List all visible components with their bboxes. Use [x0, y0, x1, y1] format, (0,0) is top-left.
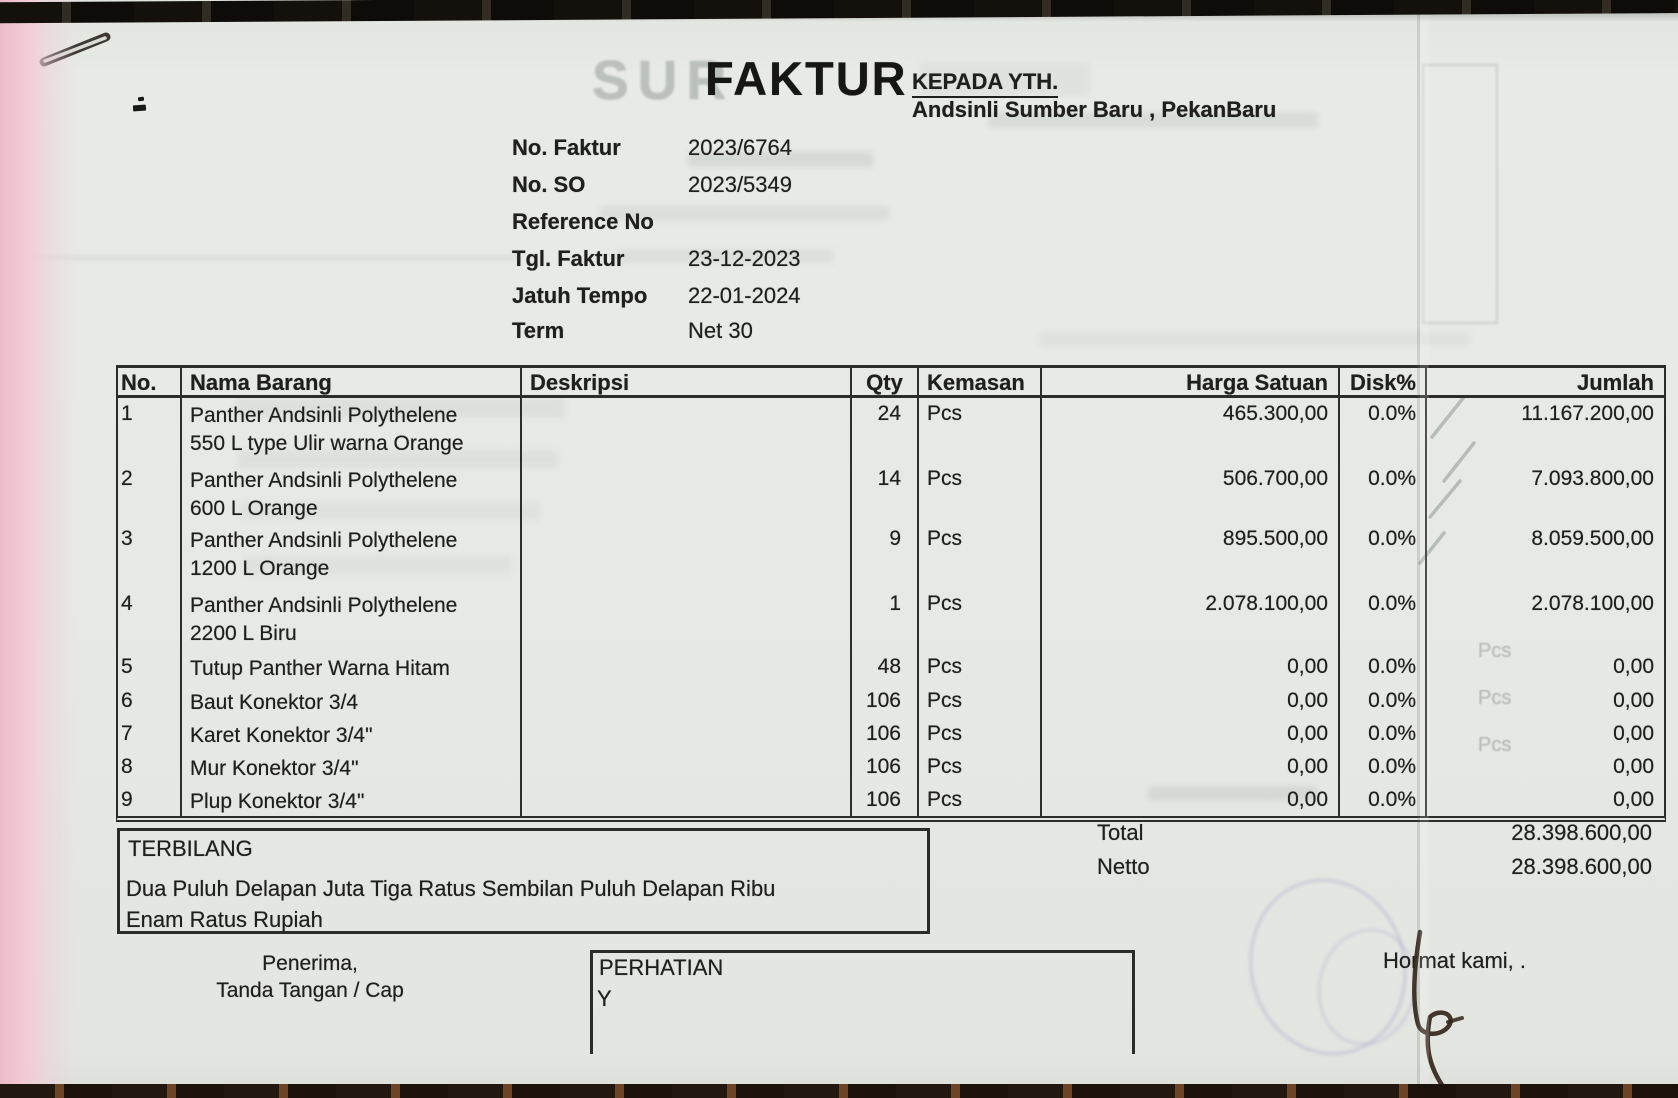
paper-crease [0, 256, 520, 259]
column-header-6: Disk% [1340, 368, 1427, 398]
item-name-line1: Mur Konektor 3/4" [190, 757, 359, 780]
item-name-line1: Panther Andsinli Polythelene [190, 469, 458, 492]
row-number: 7 [118, 718, 182, 751]
field-value-tgl-faktur: 23-12-2023 [688, 246, 801, 271]
ghost-unit-text: Pcs [1478, 687, 1512, 709]
item-name [182, 588, 522, 651]
item-name-line2: 600 L Orange [190, 497, 318, 520]
row-number: 4 [118, 588, 182, 651]
netto-value: 28.398.600,00 [1511, 854, 1652, 879]
item-unit: Pcs [919, 751, 1042, 784]
signature-ink [1390, 920, 1480, 1098]
item-name [182, 784, 522, 816]
field-value-no-so: 2023/5349 [688, 172, 792, 197]
item-name [182, 651, 522, 685]
item-unit: Pcs [919, 588, 1042, 651]
item-amount: 0,00 [1613, 755, 1654, 778]
item-name-line1: Plup Konektor 3/4" [190, 790, 365, 813]
item-qty: 106 [852, 784, 919, 816]
item-amount: 0,00 [1613, 722, 1654, 745]
item-qty: 1 [852, 588, 919, 651]
item-unit-price: 0,00 [1042, 651, 1340, 685]
item-amount: 11.167.200,00 [1521, 402, 1654, 425]
row-number: 2 [118, 463, 182, 523]
item-qty: 14 [852, 463, 919, 523]
netto-label: Netto [1097, 854, 1150, 879]
total-value: 28.398.600,00 [1511, 820, 1652, 845]
field-value-no-faktur: 2023/6764 [688, 135, 792, 160]
item-name [182, 463, 522, 523]
item-discount: 0.0% [1340, 398, 1427, 463]
item-description [522, 398, 852, 463]
recipient-label: KEPADA YTH. [912, 69, 1058, 98]
item-name [182, 523, 522, 588]
field-label-term: Term [512, 318, 565, 343]
row-number: 8 [118, 751, 182, 784]
document-title: FAKTUR [705, 52, 908, 105]
item-discount: 0.0% [1340, 784, 1427, 816]
item-amount: 0,00 [1613, 689, 1654, 712]
item-amount: 2.078.100,00 [1531, 592, 1654, 615]
item-unit-price: 465.300,00 [1042, 398, 1340, 463]
item-unit: Pcs [919, 651, 1042, 685]
item-description [522, 685, 852, 718]
item-unit: Pcs [919, 685, 1042, 718]
item-unit: Pcs [919, 398, 1042, 463]
item-amount: 0,00 [1613, 788, 1654, 811]
column-header-5: Harga Satuan [1042, 368, 1340, 398]
row-number: 5 [118, 651, 182, 685]
column-header-3: Qty [852, 368, 919, 398]
item-qty: 106 [852, 685, 919, 718]
perhatian-box [590, 950, 1135, 1054]
item-name-line2: 550 L type Ulir warna Orange [190, 432, 464, 455]
column-header-2: Deskripsi [522, 368, 852, 398]
perhatian-title: PERHATIAN [599, 955, 724, 980]
item-description [522, 463, 852, 523]
penerima-line1: Penerima, [262, 952, 358, 975]
row-number: 3 [118, 523, 182, 588]
item-name [182, 718, 522, 751]
item-name-line1: Panther Andsinli Polythelene [190, 529, 458, 552]
item-unit: Pcs [919, 718, 1042, 751]
column-header-0: No. [118, 368, 182, 398]
perhatian-body: Y [597, 986, 612, 1011]
item-qty: 106 [852, 718, 919, 751]
row-number: 6 [118, 685, 182, 718]
item-name [182, 751, 522, 784]
field-value-jatuh-tempo: 22-01-2024 [688, 283, 801, 308]
field-label-reference-no: Reference No [512, 209, 654, 234]
item-description [522, 784, 852, 816]
terbilang-line2: Enam Ratus Rupiah [126, 907, 323, 932]
item-name-line1: Panther Andsinli Polythelene [190, 404, 458, 427]
item-description [522, 651, 852, 685]
field-label-no-so: No. SO [512, 172, 586, 197]
item-unit-price: 895.500,00 [1042, 523, 1340, 588]
item-discount: 0.0% [1340, 685, 1427, 718]
bleed-through-smudge [1040, 332, 1470, 346]
ink-mark [138, 97, 144, 102]
item-name-line1: Panther Andsinli Polythelene [190, 594, 458, 617]
item-unit-price: 506.700,00 [1042, 463, 1340, 523]
total-label: Total [1097, 820, 1144, 845]
field-label-tgl-faktur: Tgl. Faktur [512, 246, 625, 271]
item-unit-price: 0,00 [1042, 718, 1340, 751]
penerima-line2: Tanda Tangan / Cap [216, 979, 404, 1002]
row-number: 9 [118, 784, 182, 816]
amount-in-words-box [117, 828, 930, 934]
item-name-line2: 2200 L Biru [190, 622, 297, 645]
item-qty: 9 [852, 523, 919, 588]
item-qty: 106 [852, 751, 919, 784]
scan-edge-pink [0, 0, 78, 1098]
item-name [182, 398, 522, 463]
recipient-name: Andsinli Sumber Baru , PekanBaru [912, 97, 1277, 122]
item-unit-price: 0,00 [1042, 784, 1340, 816]
field-label-jatuh-tempo: Jatuh Tempo [512, 283, 648, 308]
item-amount: 7.093.800,00 [1531, 467, 1654, 490]
ghost-back-page-box [1422, 64, 1498, 324]
ghost-unit-text: Pcs [1478, 734, 1512, 756]
item-name-line1: Tutup Panther Warna Hitam [190, 657, 450, 680]
paper-fold-highlight [1420, 0, 1429, 1098]
item-discount: 0.0% [1340, 523, 1427, 588]
item-description [522, 718, 852, 751]
item-discount: 0.0% [1340, 588, 1427, 651]
item-name [182, 685, 522, 718]
field-value-term: Net 30 [688, 318, 753, 343]
column-header-4: Kemasan [919, 368, 1042, 398]
item-name-line1: Baut Konektor 3/4 [190, 691, 359, 714]
scanner-bottom-band [0, 1084, 1678, 1098]
item-description [522, 751, 852, 784]
item-discount: 0.0% [1340, 718, 1427, 751]
line-items-table [116, 365, 1666, 822]
item-unit-price: 0,00 [1042, 751, 1340, 784]
item-description [522, 588, 852, 651]
item-unit-price: 0,00 [1042, 685, 1340, 718]
column-header-1: Nama Barang [182, 368, 522, 398]
receiver-sign-area [110, 950, 510, 1004]
item-amount: 0,00 [1613, 655, 1654, 678]
item-discount: 0.0% [1340, 463, 1427, 523]
column-header-7: Jumlah [1427, 368, 1664, 398]
item-unit: Pcs [919, 523, 1042, 588]
item-amount: 8.059.500,00 [1531, 527, 1654, 550]
terbilang-line1: Dua Puluh Delapan Juta Tiga Ratus Sembilan Puluh Delapan Ribu [126, 876, 776, 901]
field-label-no-faktur: No. Faktur [512, 135, 621, 160]
item-discount: 0.0% [1340, 751, 1427, 784]
item-qty: 48 [852, 651, 919, 685]
item-discount: 0.0% [1340, 651, 1427, 685]
terbilang-title: TERBILANG [128, 836, 253, 861]
item-unit: Pcs [919, 463, 1042, 523]
item-name-line2: 1200 L Orange [190, 557, 330, 580]
item-unit: Pcs [919, 784, 1042, 816]
item-unit-price: 2.078.100,00 [1042, 588, 1340, 651]
ghost-unit-text: Pcs [1478, 640, 1512, 662]
ghost-carbon-text: SUR [592, 49, 736, 111]
item-name-line1: Karet Konektor 3/4" [190, 724, 373, 747]
row-number: 1 [118, 398, 182, 463]
ink-mark [133, 105, 146, 112]
item-qty: 24 [852, 398, 919, 463]
hormat-kami-label: Hormat kami, . [1383, 948, 1527, 973]
item-description [522, 523, 852, 588]
